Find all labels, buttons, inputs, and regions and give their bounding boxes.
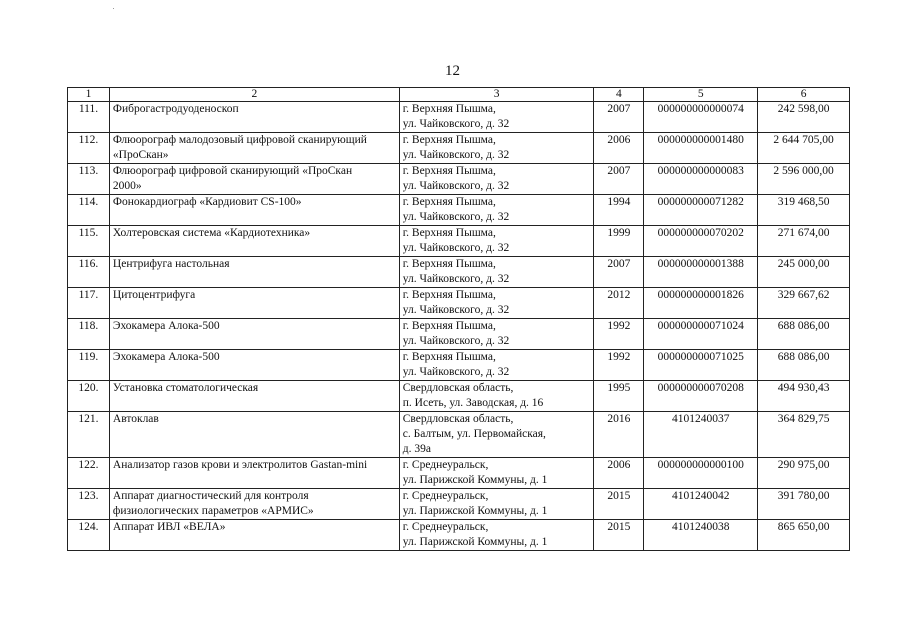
row-number-cell: 119. (68, 350, 110, 381)
address-cell (399, 381, 594, 412)
row-number-cell: 117. (68, 288, 110, 319)
cost-cell: 2 644 705,00 (758, 133, 850, 164)
equipment-table (67, 87, 850, 551)
equipment-name-cell-line: Аппарат ИВЛ «ВЕЛА» (112, 521, 226, 533)
address-cell (399, 489, 594, 520)
inventory-number-cell: 000000000071282 (644, 195, 758, 226)
inventory-number-cell: 000000000001388 (644, 257, 758, 288)
equipment-name-cell-line: физиологических параметров «АРМИС» (112, 505, 314, 517)
address-cell (399, 195, 594, 226)
address-cell-line: с. Балтым, ул. Первомайская, (402, 428, 546, 440)
cost-cell: 319 468,50 (758, 195, 850, 226)
table-header-row (68, 88, 850, 102)
year-cell: 1992 (594, 350, 644, 381)
equipment-name-cell-line: 2000» (112, 180, 142, 192)
address-cell-line: ул. Чайковского, д. 32 (402, 304, 510, 316)
equipment-name-cell (109, 489, 399, 520)
cost-cell: 688 086,00 (758, 319, 850, 350)
row-number-cell: 118. (68, 319, 110, 350)
row-number-cell: 123. (68, 489, 110, 520)
year-cell: 2007 (594, 102, 644, 133)
scan-speck (113, 8, 114, 9)
cost-cell: 865 650,00 (758, 520, 850, 551)
equipment-name-cell-line: Цитоцентрифуга (112, 289, 196, 301)
address-cell-line: г. Верхняя Пышма, (402, 165, 496, 177)
equipment-name-cell-line: Автоклав (112, 413, 159, 425)
address-cell-line: ул. Чайковского, д. 32 (402, 335, 510, 347)
year-cell: 2006 (594, 133, 644, 164)
row-number-cell: 116. (68, 257, 110, 288)
inventory-number-cell: 000000000000074 (644, 102, 758, 133)
column-header: 6 (758, 88, 850, 102)
cost-cell: 2 596 000,00 (758, 164, 850, 195)
column-header: 5 (644, 88, 758, 102)
address-cell (399, 458, 594, 489)
equipment-name-cell-line: «ПроСкан» (112, 149, 169, 161)
cost-cell: 329 667,62 (758, 288, 850, 319)
year-cell: 1992 (594, 319, 644, 350)
table-row (68, 133, 850, 164)
address-cell-line: ул. Чайковского, д. 32 (402, 366, 510, 378)
equipment-name-cell-line: Флюорограф цифровой сканирующий «ПроСкан (112, 165, 353, 177)
address-cell-line: ул. Парижской Коммуны, д. 1 (402, 536, 548, 548)
inventory-number-cell: 000000000070208 (644, 381, 758, 412)
cost-cell: 688 086,00 (758, 350, 850, 381)
address-cell-line: ул. Парижской Коммуны, д. 1 (402, 474, 548, 486)
year-cell: 1995 (594, 381, 644, 412)
address-cell-line: г. Верхняя Пышма, (402, 103, 496, 115)
equipment-name-cell (109, 458, 399, 489)
equipment-name-cell (109, 226, 399, 257)
address-cell-line: ул. Чайковского, д. 32 (402, 118, 510, 130)
address-cell-line: ул. Чайковского, д. 32 (402, 149, 510, 161)
table-row (68, 412, 850, 458)
equipment-name-cell (109, 102, 399, 133)
equipment-name-cell-line: Анализатор газов крови и электролитов Gastan-mini (112, 459, 368, 471)
address-cell-line: ул. Чайковского, д. 32 (402, 211, 510, 223)
equipment-name-cell (109, 520, 399, 551)
equipment-name-cell-line: Флюорограф малодозовый цифровой сканирующий (112, 134, 367, 146)
equipment-name-cell (109, 133, 399, 164)
year-cell: 2007 (594, 164, 644, 195)
year-cell: 2007 (594, 257, 644, 288)
cost-cell: 290 975,00 (758, 458, 850, 489)
cost-cell: 271 674,00 (758, 226, 850, 257)
address-cell-line: ул. Чайковского, д. 32 (402, 242, 510, 254)
equipment-name-cell (109, 195, 399, 226)
equipment-name-cell (109, 288, 399, 319)
year-cell: 2012 (594, 288, 644, 319)
address-cell (399, 350, 594, 381)
table-row (68, 102, 850, 133)
address-cell-line: ул. Чайковского, д. 32 (402, 180, 510, 192)
table-row (68, 458, 850, 489)
cost-cell: 245 000,00 (758, 257, 850, 288)
cost-cell: 494 930,43 (758, 381, 850, 412)
inventory-number-cell: 4101240038 (644, 520, 758, 551)
equipment-name-cell-line: Установка стоматологическая (112, 382, 259, 394)
address-cell-line: ул. Чайковского, д. 32 (402, 273, 510, 285)
address-cell (399, 412, 594, 458)
address-cell (399, 102, 594, 133)
address-cell-line: г. Верхняя Пышма, (402, 320, 496, 332)
address-cell-line: г. Среднеуральск, (402, 459, 489, 471)
page-number: 12 (445, 63, 460, 79)
address-cell-line: п. Исеть, ул. Заводская, д. 16 (402, 397, 544, 409)
address-cell-line: д. 39а (402, 443, 431, 455)
year-cell: 2015 (594, 489, 644, 520)
row-number-cell: 115. (68, 226, 110, 257)
address-cell-line: г. Верхняя Пышма, (402, 227, 496, 239)
cost-cell: 364 829,75 (758, 412, 850, 458)
equipment-name-cell (109, 412, 399, 458)
table-row (68, 164, 850, 195)
address-cell (399, 319, 594, 350)
inventory-number-cell: 000000000001480 (644, 133, 758, 164)
table-body (68, 102, 850, 551)
year-cell: 1999 (594, 226, 644, 257)
table-row (68, 489, 850, 520)
table-row (68, 350, 850, 381)
row-number-cell: 112. (68, 133, 110, 164)
year-cell: 2016 (594, 412, 644, 458)
row-number-cell: 114. (68, 195, 110, 226)
equipment-name-cell-line: Эхокамера Алока-500 (112, 351, 220, 363)
inventory-number-cell: 000000000070202 (644, 226, 758, 257)
equipment-name-cell-line: Фонокардиограф «Кардиовит CS-100» (112, 196, 302, 208)
inventory-number-cell: 000000000071025 (644, 350, 758, 381)
address-cell-line: г. Верхняя Пышма, (402, 289, 496, 301)
row-number-cell: 120. (68, 381, 110, 412)
inventory-number-cell: 4101240042 (644, 489, 758, 520)
address-cell (399, 164, 594, 195)
inventory-number-cell: 000000000000083 (644, 164, 758, 195)
address-cell-line: г. Верхняя Пышма, (402, 351, 496, 363)
column-header: 2 (109, 88, 399, 102)
address-cell-line: г. Верхняя Пышма, (402, 258, 496, 270)
address-cell-line: ул. Парижской Коммуны, д. 1 (402, 505, 548, 517)
row-number-cell: 111. (68, 102, 110, 133)
equipment-name-cell-line: Эхокамера Алока-500 (112, 320, 220, 332)
table-row (68, 288, 850, 319)
year-cell: 2006 (594, 458, 644, 489)
cost-cell: 391 780,00 (758, 489, 850, 520)
address-cell (399, 133, 594, 164)
column-header: 3 (399, 88, 594, 102)
inventory-number-cell: 000000000000100 (644, 458, 758, 489)
year-cell: 1994 (594, 195, 644, 226)
equipment-name-cell (109, 381, 399, 412)
address-cell (399, 288, 594, 319)
address-cell (399, 226, 594, 257)
table-row (68, 195, 850, 226)
address-cell (399, 257, 594, 288)
inventory-number-cell: 000000000001826 (644, 288, 758, 319)
row-number-cell: 113. (68, 164, 110, 195)
row-number-cell: 124. (68, 520, 110, 551)
address-cell-line: г. Среднеуральск, (402, 490, 489, 502)
address-cell-line: г. Среднеуральск, (402, 521, 489, 533)
address-cell-line: Свердловская область, (402, 413, 514, 425)
equipment-name-cell-line: Холтеровская система «Кардиотехника» (112, 227, 311, 239)
table-row (68, 381, 850, 412)
inventory-number-cell: 4101240037 (644, 412, 758, 458)
equipment-name-cell-line: Центрифуга настольная (112, 258, 230, 270)
row-number-cell: 121. (68, 412, 110, 458)
table-row (68, 226, 850, 257)
equipment-name-cell-line: Фиброгастродуоденоскоп (112, 103, 239, 115)
equipment-name-cell (109, 350, 399, 381)
table-row (68, 520, 850, 551)
address-cell-line: г. Верхняя Пышма, (402, 134, 496, 146)
equipment-name-cell (109, 257, 399, 288)
equipment-name-cell (109, 319, 399, 350)
row-number-cell: 122. (68, 458, 110, 489)
cost-cell: 242 598,00 (758, 102, 850, 133)
address-cell-line: г. Верхняя Пышма, (402, 196, 496, 208)
table-row (68, 319, 850, 350)
table-row (68, 257, 850, 288)
equipment-name-cell (109, 164, 399, 195)
inventory-number-cell: 000000000071024 (644, 319, 758, 350)
address-cell (399, 520, 594, 551)
address-cell-line: Свердловская область, (402, 382, 514, 394)
column-header: 4 (594, 88, 644, 102)
equipment-name-cell-line: Аппарат диагностический для контроля (112, 490, 309, 502)
year-cell: 2015 (594, 520, 644, 551)
column-header: 1 (68, 88, 110, 102)
